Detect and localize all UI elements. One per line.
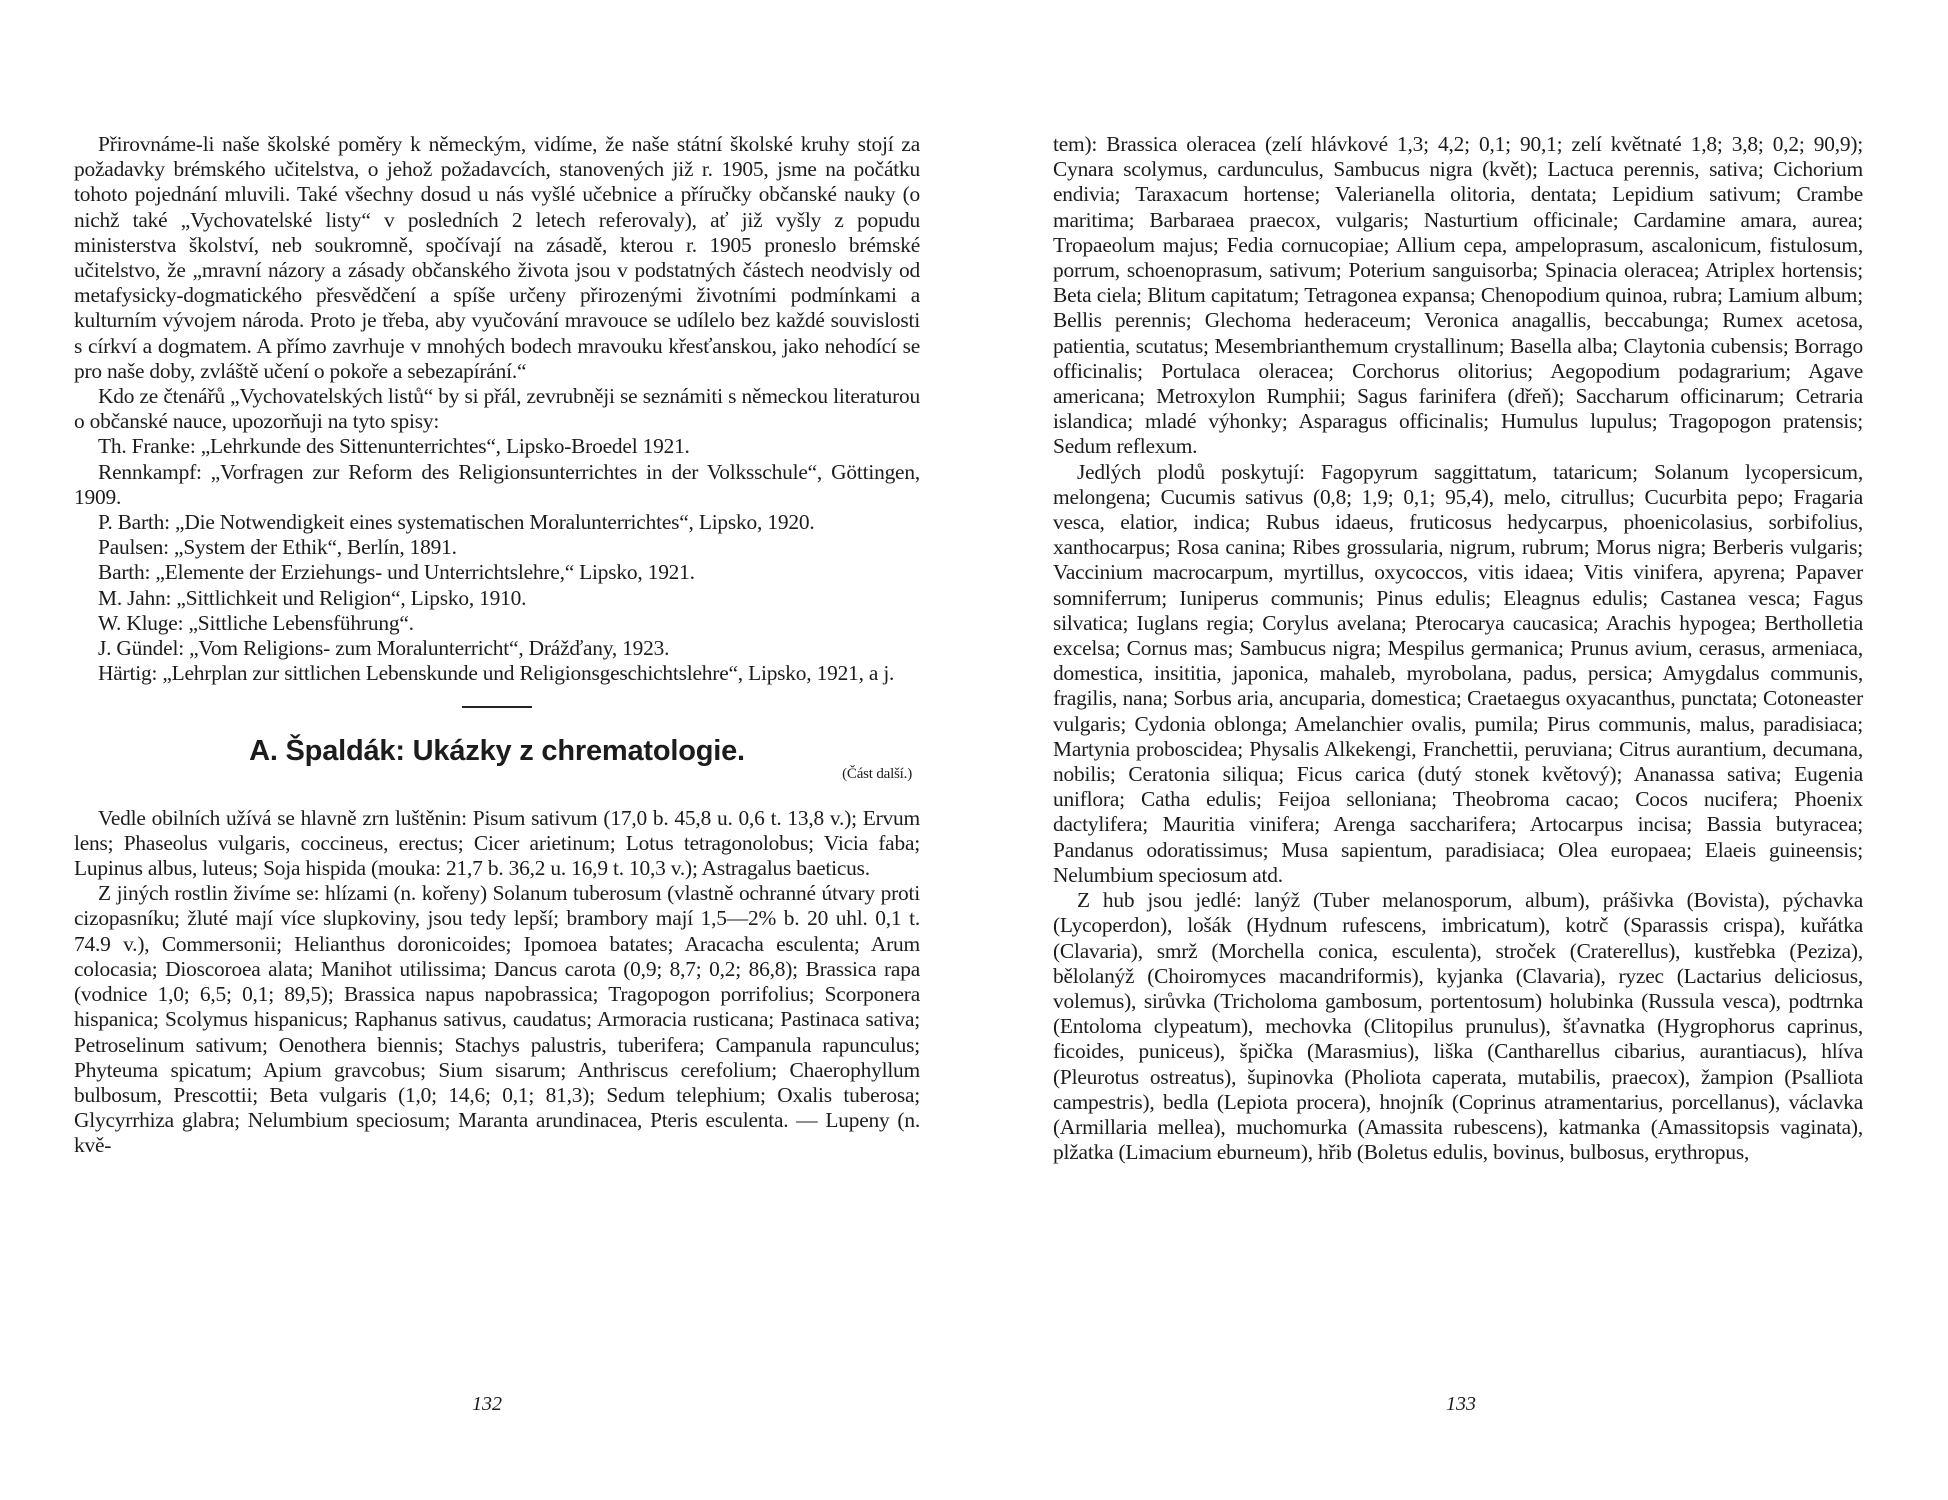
reference-item: Barth: „Elemente der Erziehungs- und Unterrichtslehre,“ Lipsko, 1921.	[98, 560, 695, 585]
paragraph: Jedlých plodů poskytují: Fagopyrum saggittatum, tataricum; Solanum lycopersicum, melongena; Cucumis sativus (0,8; 1,9; 0,1; 95,4), melo, citrullus; Cucurbita pepo; Fragaria vesca, elatior, indica; Rubus idaeus, fruticosus hedycarpus, phoenicolasius, sorbifolius, xanthocarpus; Rosa canina; Ribes grossularia, nigrum, rubrum; Morus nigra; Berberis vulgaris; Vaccinium macrocarpum, myrtillus, oxycoccos, vitis idaea; Vitis vinifera, apyrena; Papaver somniferrum; Iuniperus communis; Pinus edulis; Eleagnus edulis; Castanea vesca; Fagus silvatica; Iuglans regia; Corylus avelana; Pterocarya caucasica; Arachis hypogea; Bertholletia excelsa; Cornus mas; Sambucus nigra; Mespilus germanica; Prunus avium, cerasus, armeniaca, domestica, insititia, japonica, mahaleb, myrobolana, padus, persica; Amygdalus communis, fragilis, nana; Sorbus aria, ancuparia, domestica; Craetaegus oxyacanthus, punctata; Cotoneaster vulgaris; Cydonia oblonga; Amelanchier ovalis, pumila; Pirus communis, malus, paradisiaca; Martynia proboscidea; Physalis Alkekengi, Franchettii, peruviana; Citrus aurantium, decumana, nobilis; Ceratonia siliqua; Ficus carica (dutý stonek květový); Ananassa sativa; Eugenia uniflora; Catha edulis; Feijoa selloniana; Theobroma cacao; Cocos nucifera; Phoenix dactylifera; Mauritia vinifera; Arenga saccharifera; Artocarpus incisa; Bassia butyracea; Pandanus odoratissimus; Musa sapientum, paradisiaca; Olea europaea; Elaeis guineensis; Nelumbium speciosum atd.	[1053, 459, 1863, 887]
right-text-column	[1053, 132, 1863, 1165]
reference-item: Paulsen: „System der Ethik“, Berlín, 1891.	[98, 535, 457, 560]
section-divider	[462, 706, 532, 708]
paragraph: Z hub jsou jedlé: lanýž (Tuber melanosporum, album), prášivka (Bovista), pýchavka (Lycoperdon), lošák (Hydnum rufescens, imbricatum), kotrč (Sparassis crispa), kuřátka (Clavaria), smrž (Morchella conica, esculenta), stroček (Craterellus), kustřebka (Peziza), bělolanýž (Choiromyces macandriformis), kyjanka (Clavaria), ryzec (Lactarius deliciosus, volemus), sirůvka (Tricholoma gambosum, portentosum) holubinka (Russula vesca), podtrnka (Entoloma clypeatum), mechovka (Clitopilus prunulus), šťavnatka (Hygrophorus caprinus, ficoides, puniceus), špička (Marasmius), liška (Cantharellus cibarius, aurantiacus), hlíva (Pleurotus ostreatus), šupinovka (Pholiota caperata, mutabilis, praecox), žampion (Psalliota campestris), bedla (Lepiota procera), hnojník (Coprinus atramentarius, porcellanus), václavka (Armillaria mellea), muchomurka (Amassita rubescens), katmanka (Amassitopsis vaginata), plžatka (Limacium eburneum), hřib (Boletus edulis, bovinus, bulbosus, erythropus,	[1053, 888, 1863, 1165]
reference-item: P. Barth: „Die Notwendigkeit eines systematischen Moralunterrichtes“, Lipsko, 1920.	[98, 510, 815, 535]
left-text-column	[74, 132, 920, 1159]
paragraph: Kdo ze čtenářů „Vychovatelských listů“ by si přál, zevrubněji se seznámiti s německou literaturou o občanské nauce, upozorňuji na tyto spisy:	[74, 384, 920, 434]
page-number: 132	[472, 1393, 502, 1415]
reference-item: J. Gündel: „Vom Religions- zum Moralunterricht“, Drážďany, 1923.	[98, 636, 670, 661]
reference-list	[74, 434, 920, 686]
section-note: (Část další.)	[842, 766, 912, 783]
reference-item: W. Kluge: „Sittliche Lebensführung“.	[98, 610, 414, 635]
reference-item: Th. Franke: „Lehrkunde des Sittenunterrichtes“, Lipsko-Broedel 1921.	[98, 434, 690, 459]
page-number: 133	[1446, 1393, 1476, 1415]
reference-item: Härtig: „Lehrplan zur sittlichen Lebenskunde und Religionsgeschichtslehre“, Lipsko, 1921, a j.	[98, 661, 895, 686]
paragraph: Z jiných rostlin živíme se: hlízami (n. kořeny) Solanum tuberosum (vlastně ochranné útvary proti cizopasníku; žluté mají více slupkoviny, jsou tedy lepší; brambory mají 1,5—2% b. 20 uhl. 0,1 t. 74.9 v.), Commersonii; Helianthus doronicoides; Ipomoea batates; Aracacha esculenta; Arum colocasia; Dioscoroea alata; Manihot utilissima; Dancus carota (0,9; 8,7; 0,2; 86,8); Brassica rapa (vodnice 1,0; 6,5; 0,1; 89,5); Brassica napus napobrassica; Tragopogon porrifolius; Scorponera hispanica; Scolymus hispanicus; Raphanus sativus, caudatus; Armoracia rusticana; Pastinaca sativa; Petroselinum sativum; Oenothera biennis; Stachys palustris, tuberifera; Campanula rapunculus; Phyteuma spicatum; Apium gravcobus; Sium sisarum; Anthriscus cerefolium; Chaerophyllum bulbosum, Prescottii; Beta vulgaris (1,0; 14,6; 0,1; 81,3); Sedum telephium; Oxalis tuberosa; Glycyrrhiza glabra; Nelumbium speciosum; Maranta arundinacea, Pteris esculenta. — Lupeny (n. kvě-	[74, 881, 920, 1158]
right-page	[974, 0, 1948, 1500]
paragraph: Vedle obilních užívá se hlavně zrn luštěnin: Pisum sativum (17,0 b. 45,8 u. 0,6 t. 13,8 v.); Ervum lens; Phaseolus vulgaris, coccineus, erectus; Cicer arietinum; Lotus tetragonolobus; Vicia faba; Lupinus albus, luteus; Soja hispida (mouka: 21,7 b. 36,2 u. 16,9 t. 10,3 v.); Astragalus baeticus.	[74, 805, 920, 881]
section-title: A. Špaldák: Ukázky z chrematologie.	[249, 735, 745, 768]
paragraph: tem): Brassica oleracea (zelí hlávkové 1,3; 4,2; 0,1; 90,1; zelí květnaté 1,8; 3,8; 0,2; 90,9); Cynara scolymus, cardunculus, Sambucus nigra (květ); Lactuca perennis, sativa; Cichorium endivia; Taraxacum hortense; Valerianella olitoria, dentata; Lepidium sativum; Crambe maritima; Barbaraea praecox, vulgaris; Nasturtium officinale; Cardamine amara, aurea; Tropaeolum majus; Fedia cornucopiae; Allium cepa, ampeloprasum, ascalonicum, fistulosum, porrum, schoenoprasum, sativum; Poterium sanguisorba; Spinacia oleracea; Atriplex hortensis; Beta ciela; Blitum capitatum; Tetragonea expansa; Chenopodium quinoa, rubra; Lamium album; Bellis perennis; Glechoma hederaceum; Veronica anagallis, beccabunga; Rumex acetosa, patientia, scutatus; Mesembrianthemum crystallinum; Basella alba; Claytonia cubensis; Borrago officinalis; Portulaca oleracea; Corchorus olitorius; Aegopodium podagrarium; Agave americana; Metroxylon Rumphii; Sagus farinifera (dřeň); Saccharum officinarum; Cetraria islandica; mladé výhonky; Asparagus officinalis; Humulus lupulus; Tragopogon pratensis; Sedum reflexum.	[1053, 132, 1863, 459]
reference-item: Rennkampf: „Vorfragen zur Reform des Religionsunterrichtes in der Volksschule“, Göttingen, 1909.	[74, 459, 920, 509]
paragraph: Přirovnáme-li naše školské poměry k německým, vidíme, že naše státní školské kruhy stojí za požadavky brémského učitelstva, o jehož požadavcích, stanovených již r. 1905, jsme na počátku tohoto pojednání mluvili. Také všechny dosud u nás vyšlé učebnice a příručky občanské nauky (o nichž také „Vychovatelské listy“ v posledních 2 letech referovaly), ať již vyšly z popudu ministerstva školství, neb soukromně, spočívají na zásadě, kterou r. 1905 proneslo brémské učitelstvo, že „mravní názory a zásady občanského života jsou v podstatných částech neodvisly od metafysicky-dogmatického přesvědčení a spíše určeny přirozenými životními podmínkami a kulturním vývojem národa. Proto je třeba, aby vyučování mravouce se udílelo bez každé souvislosti s církví a dogmatem. A přímo zavrhuje v mnohých bodech mravouku křesťanskou, jako nehodící se pro naše doby, zvláště učení o pokoře a sebezapírání.“	[74, 132, 920, 383]
reference-item: M. Jahn: „Sittlichkeit und Religion“, Lipsko, 1910.	[98, 585, 527, 610]
